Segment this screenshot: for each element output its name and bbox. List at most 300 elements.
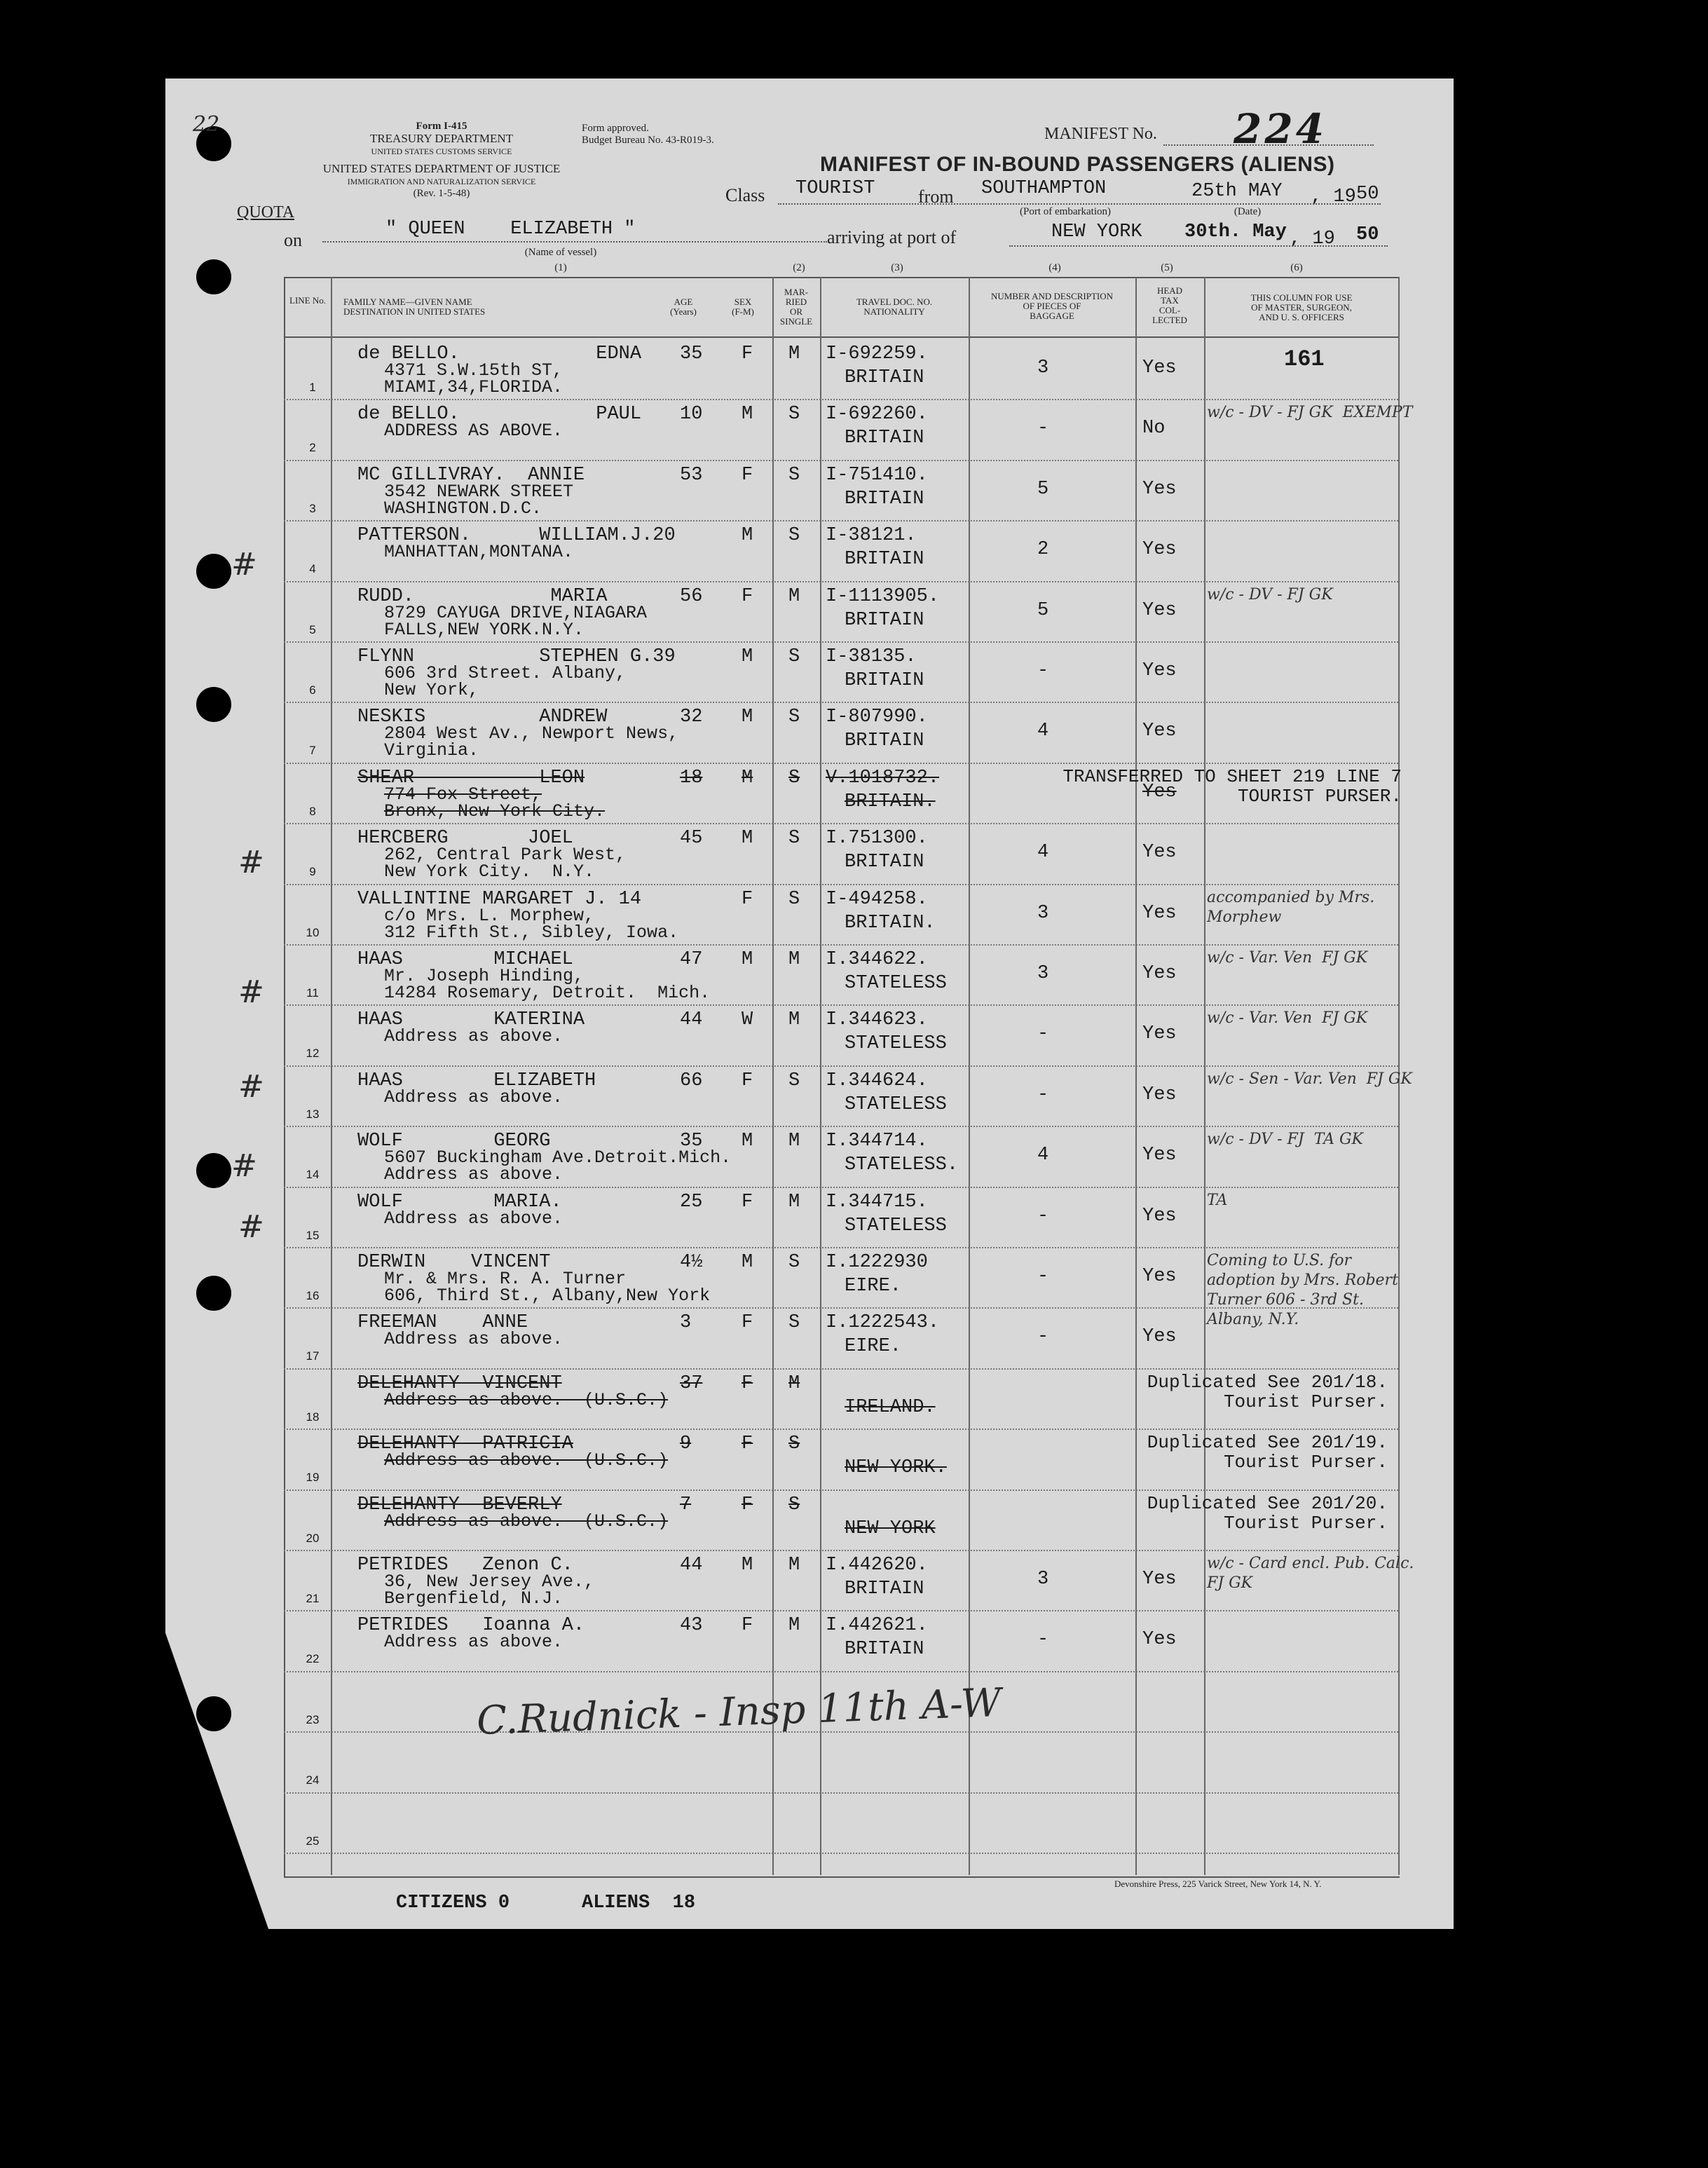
row-doc: I.1222543. <box>826 1312 940 1334</box>
row-tax: No <box>1142 418 1166 439</box>
row-bag: - <box>1037 1266 1049 1287</box>
row-dest: c/o Mrs. L. Morphew, 312 Fifth St., Sibley, Iowa. <box>384 905 679 943</box>
row-note: TA <box>1207 1191 1228 1209</box>
row-sex: F <box>742 1191 753 1213</box>
embark-port: SOUTHAMPTON <box>981 178 1107 199</box>
row-name: WOLF MARIA. <box>357 1191 562 1213</box>
row-doc: I-38121. <box>826 525 917 547</box>
row-ms: S <box>788 888 800 910</box>
row-rule <box>284 460 1398 462</box>
row-no: 3 <box>309 501 316 515</box>
row-name: DERWIN VINCENT <box>357 1252 551 1273</box>
row-name: PETRIDES Zenon C. <box>357 1555 573 1576</box>
row-dest: Address as above. <box>384 1329 563 1350</box>
row-rule <box>284 1187 1398 1189</box>
row-rule <box>284 944 1398 946</box>
row-tax: Yes <box>1142 963 1177 984</box>
row-nat: BRITAIN <box>845 428 924 449</box>
row-no: 25 <box>306 1834 320 1848</box>
row-tax: Yes <box>1142 1266 1177 1287</box>
row-ms: S <box>788 1312 800 1334</box>
row-name: PETRIDES Ioanna A. <box>357 1615 585 1637</box>
row-tax: Yes <box>1142 842 1177 864</box>
row-dest: 8729 CAYUGA DRIVE,NIAGARA FALLS,NEW YORK.N.Y. <box>384 602 648 640</box>
row-dest: MANHATTAN,MONTANA. <box>384 542 574 563</box>
row-rule <box>284 520 1398 522</box>
row-no: 10 <box>306 925 320 939</box>
margin-mark-hash: # <box>238 974 264 1010</box>
col-header-head-tax: HEAD TAX COL- LECTED <box>1152 285 1187 325</box>
vessel-caption: (Name of vessel) <box>524 247 597 258</box>
row-name: DELEHANTY VINCENT <box>357 1372 562 1394</box>
row-no: 18 <box>306 1410 320 1424</box>
ins: IMMIGRATION AND NATURALIZATION SERVICE <box>347 177 536 186</box>
col-number-6: (6) <box>1290 262 1303 273</box>
row-name: WOLF GEORG <box>357 1131 551 1152</box>
row-nat: STATELESS <box>845 973 947 994</box>
row-bag: 2 <box>1037 539 1049 561</box>
row-rule <box>284 1610 1398 1612</box>
row-name: DELEHANTY PATRICIA <box>357 1433 573 1455</box>
row-doc: I-494258. <box>826 888 928 910</box>
row-doc: I-38135. <box>826 646 917 667</box>
row-doc: I.344622. <box>826 949 928 970</box>
row-sex: F <box>742 1494 753 1515</box>
row-rule <box>284 1368 1398 1370</box>
row-doc: I-807990. <box>826 707 928 728</box>
row-age: 43 <box>680 1615 703 1637</box>
row-rule <box>284 1247 1398 1249</box>
row-ms: M <box>788 1191 800 1213</box>
row-no: 9 <box>309 865 316 879</box>
row-bag: 5 <box>1037 599 1049 621</box>
row-dest: Address as above. (U.S.C.) <box>384 1511 669 1532</box>
row-bag: - <box>1037 418 1049 439</box>
row-no: 1 <box>309 381 316 394</box>
row-ms: S <box>788 828 800 850</box>
row-doc: I.751300. <box>826 828 928 850</box>
col-rule <box>1135 277 1137 1875</box>
customs-service: UNITED STATES CUSTOMS SERVICE <box>371 146 512 156</box>
row-no: 14 <box>306 1168 320 1182</box>
row-rule <box>284 641 1398 643</box>
date-caption: (Date) <box>1234 206 1262 217</box>
arriving-label: arriving at port of <box>827 227 957 247</box>
row-rule <box>284 702 1398 704</box>
row-dest: 3542 NEWARK STREET WASHINGTON.D.C. <box>384 481 574 519</box>
row-note: Duplicated See 201/19. Tourist Purser. <box>1147 1432 1388 1473</box>
row-age: 10 <box>680 404 703 425</box>
row-rule <box>284 581 1398 583</box>
col-header-age: AGE (Years) <box>670 296 697 317</box>
row-tax: Yes <box>1142 599 1177 621</box>
row-dest: Address as above. <box>384 1208 563 1229</box>
row-sex: F <box>742 1312 753 1334</box>
row-bag: 3 <box>1037 357 1049 379</box>
arrival-year-prefix: , 19 <box>1290 229 1335 250</box>
row-sex: F <box>742 1615 753 1637</box>
row-name: HAAS KATERINA <box>357 1009 585 1031</box>
manifest-no-label: MANIFEST No. <box>1044 125 1157 143</box>
budget-bureau: Budget Bureau No. 43-R019-3. <box>582 135 714 146</box>
class-value: TOURIST <box>795 178 875 199</box>
row-ms: S <box>788 767 800 789</box>
row-name: HERCBERG JOEL <box>357 828 573 850</box>
col-header-officers: THIS COLUMN FOR USE OF MASTER, SURGEON, AND U. S. OFFICERS <box>1250 292 1353 322</box>
row-nat: NEW YORK. <box>845 1457 947 1479</box>
row-tax: Yes <box>1142 721 1177 742</box>
row-nat: EIRE. <box>845 1276 902 1297</box>
col-header-married: MAR- RIED OR SINGLE <box>779 287 813 327</box>
row-ms: M <box>788 343 800 364</box>
row-name: FREEMAN ANNE <box>357 1312 528 1334</box>
row-no: 21 <box>306 1592 320 1605</box>
arrival-line <box>1009 245 1388 247</box>
punch-hole <box>196 259 231 294</box>
table-header-rule <box>284 336 1398 338</box>
row-ms: M <box>788 585 800 607</box>
row-nat: BRITAIN <box>845 670 924 691</box>
row-bag: 3 <box>1037 902 1049 924</box>
row-bag: 4 <box>1037 721 1049 742</box>
row-nat: STATELESS. <box>845 1154 959 1176</box>
col-rule <box>969 277 970 1875</box>
row-bag: 4 <box>1037 1145 1049 1166</box>
row-age: 3 <box>680 1312 692 1334</box>
row-no: 13 <box>306 1107 320 1121</box>
row-nat: BRITAIN. <box>845 791 936 812</box>
row-age: 35 <box>680 343 703 364</box>
row-no: 22 <box>306 1652 320 1666</box>
justice-dept: UNITED STATES DEPARTMENT OF JUSTICE <box>322 162 561 175</box>
col-header-sex: SEX (F-M) <box>732 296 754 317</box>
row-note: accompanied by Mrs. Morphew <box>1207 888 1380 926</box>
row-doc: I.344623. <box>826 1009 928 1031</box>
row-note: w/c - Var. Ven FJ GK <box>1207 949 1368 967</box>
embark-year-prefix: , 19 <box>1311 186 1356 207</box>
form-number: Form I-415 <box>416 121 467 132</box>
row-name: de BELLO. PAUL <box>357 404 642 425</box>
row-nat: STATELESS <box>845 1093 947 1115</box>
row-ms: M <box>788 1615 800 1637</box>
inspector-signature: C.Rudnick - Insp 11th A-W <box>476 1679 1002 1745</box>
row-rule <box>284 1731 1398 1733</box>
row-note: Coming to U.S. for adoption by Mrs. Robert Turner 606 - 3rd St. Albany, N.Y. <box>1207 1252 1403 1328</box>
margin-mark-hash: # <box>238 1209 264 1245</box>
row-nat: BRITAIN <box>845 852 924 873</box>
row-ms: S <box>788 1494 800 1515</box>
row-no: 12 <box>306 1046 320 1061</box>
row-dest: 606 3rd Street. Albany, New York, <box>384 663 627 700</box>
row-name: DELEHANTY BEVERLY <box>357 1494 562 1515</box>
col-rule <box>331 277 332 1875</box>
row-sex: F <box>742 585 753 607</box>
row-note: Duplicated See 201/18. Tourist Purser. <box>1147 1371 1388 1412</box>
row-bag: - <box>1037 1023 1049 1045</box>
row-nat: STATELESS <box>845 1215 947 1236</box>
row-dest: 5607 Buckingham Ave.Detroit.Mich. Address as above. <box>384 1147 732 1185</box>
row-sex: M <box>742 525 753 547</box>
row-age: 44 <box>680 1555 703 1576</box>
margin-mark: 22 <box>193 112 220 137</box>
row-rule <box>284 1792 1398 1794</box>
arrival-port: NEW YORK <box>1051 221 1142 243</box>
row-dest: Mr. Joseph Hinding, 14284 Rosemary, Detroit. Mich. <box>384 966 711 1003</box>
row-dest: 262, Central Park West, New York City. N.Y. <box>384 845 627 882</box>
row-nat: NEW YORK <box>845 1518 936 1539</box>
row-no: 5 <box>309 622 316 636</box>
margin-mark-hash: # <box>231 1148 257 1184</box>
row-doc: I.442621. <box>826 1615 928 1637</box>
row-ms: S <box>788 525 800 547</box>
row-tax: Yes <box>1142 902 1177 924</box>
row-sex: F <box>742 464 753 486</box>
row-rule <box>284 399 1398 401</box>
row-no: 11 <box>306 986 319 1000</box>
row-nat: BRITAIN <box>845 488 924 510</box>
col-rule <box>1204 277 1205 1875</box>
row-tax: Yes <box>1142 478 1177 500</box>
row-ms: M <box>788 949 800 970</box>
row-age: 32 <box>680 707 703 728</box>
row-note: w/c - Card encl. Pub. Calc. FJ GK <box>1207 1555 1419 1592</box>
row-dest: ADDRESS AS ABOVE. <box>384 421 563 442</box>
row-no: 2 <box>309 441 316 455</box>
col-header-name: FAMILY NAME—GIVEN NAME DESTINATION IN UNITED STATES <box>343 296 486 317</box>
row-doc: I-692260. <box>826 404 928 425</box>
row-no: 4 <box>309 562 316 576</box>
row-doc: I.344624. <box>826 1070 928 1091</box>
row-nat: IRELAND. <box>845 1396 936 1418</box>
row-note: w/c - DV - FJ GK <box>1207 585 1333 604</box>
row-tax: Yes <box>1142 1145 1177 1166</box>
page-title: MANIFEST OF IN-BOUND PASSENGERS (ALIENS) <box>820 153 1335 176</box>
arrival-date: 30th. May <box>1184 221 1287 243</box>
row-no: 7 <box>309 744 316 758</box>
arrival-year: 50 <box>1356 224 1379 245</box>
printer-line: Devonshire Press, 225 Varick Street, New York 14, N. Y. <box>1114 1879 1322 1889</box>
row-note: TRANSFERRED TO SHEET 219 LINE 7 TOURIST PURSER. <box>1063 765 1402 807</box>
row-no: 8 <box>309 804 316 818</box>
row-dest: Mr. & Mrs. R. A. Turner 606, Third St., Albany,New York <box>384 1269 711 1306</box>
row-note: w/c - Sen - Var. Ven FJ GK <box>1207 1070 1412 1088</box>
row-nat: BRITAIN <box>845 1639 924 1661</box>
row-age: 56 <box>680 585 703 607</box>
row-name: NESKIS ANDREW <box>357 707 608 728</box>
row-dest: 2804 West Av., Newport News, Virginia. <box>384 723 679 761</box>
row-sex: W <box>742 1009 753 1031</box>
row-age: 7 <box>680 1494 692 1515</box>
row-nat: BRITAIN <box>845 367 924 388</box>
punch-hole <box>196 1153 231 1188</box>
row-tax: Yes <box>1142 781 1177 803</box>
row-bag: - <box>1037 1084 1049 1105</box>
margin-mark-hash: # <box>231 547 257 582</box>
row-tax: Yes <box>1142 539 1177 561</box>
row-sex: M <box>742 646 753 667</box>
row-note: Duplicated See 201/20. Tourist Purser. <box>1147 1492 1388 1534</box>
row-age: 47 <box>680 949 703 970</box>
revision: (Rev. 1-5-48) <box>413 188 470 199</box>
row-ms: S <box>788 646 800 667</box>
row-note: w/c - DV - FJ GK EXEMPT <box>1207 404 1413 422</box>
row-rule <box>284 1126 1398 1128</box>
row-age: 9 <box>680 1433 692 1455</box>
row-sex: F <box>742 343 753 364</box>
row-age: 44 <box>680 1009 703 1031</box>
row-name: VALLINTINE MARGARET J. 14 <box>357 888 642 910</box>
row-note: w/c - DV - FJ TA GK <box>1207 1131 1363 1149</box>
row-no: 6 <box>309 683 316 697</box>
row-ms: M <box>788 1555 800 1576</box>
col-header-travel-doc: TRAVEL DOC. NO. NATIONALITY <box>856 296 933 317</box>
col-number-1: (1) <box>554 262 567 273</box>
row-no: 20 <box>306 1531 320 1545</box>
class-label: Class <box>725 185 765 205</box>
col-number-3: (3) <box>891 262 903 273</box>
embark-date: 25th MAY <box>1191 181 1283 202</box>
row-dest: 774 Fox Street, Bronx, New York City. <box>384 784 606 821</box>
col-number-5: (5) <box>1161 262 1173 273</box>
row-rule <box>284 763 1398 765</box>
row-name: MC GILLIVRAY. ANNIE <box>357 464 585 486</box>
row-nat: BRITAIN <box>845 549 924 571</box>
row-name: HAAS MICHAEL <box>357 949 573 970</box>
row-ms: S <box>788 1252 800 1273</box>
row-doc: I.442620. <box>826 1555 928 1576</box>
row-age: 37 <box>680 1372 703 1394</box>
row-age: 35 <box>680 1131 703 1152</box>
row-sex: M <box>742 828 753 850</box>
row-doc: I.344714. <box>826 1131 928 1152</box>
row-tax: Yes <box>1142 1569 1177 1590</box>
row-rule <box>284 1429 1398 1431</box>
row-ms: S <box>788 1433 800 1455</box>
row-ms: S <box>788 404 800 425</box>
row-age: 18 <box>680 767 703 789</box>
row-dest: Address as above. <box>384 1086 563 1107</box>
row-name: PATTERSON. WILLIAM.J.20 <box>357 525 676 547</box>
row-rule <box>284 1489 1398 1492</box>
row-ms: M <box>788 1372 800 1394</box>
row-dest: Address as above. (U.S.C.) <box>384 1389 669 1410</box>
row-doc: I.344715. <box>826 1191 928 1213</box>
port-embark-caption: (Port of embarkation) <box>1020 206 1111 217</box>
row-note: w/c - Var. Ven FJ GK <box>1207 1009 1368 1028</box>
row-no: 17 <box>306 1349 320 1363</box>
row-rule <box>284 884 1398 886</box>
row-nat: BRITAIN <box>845 730 924 752</box>
row-sex: M <box>742 707 753 728</box>
row-bag: - <box>1037 660 1049 681</box>
row-nat: STATELESS <box>845 1033 947 1055</box>
row-sex: M <box>742 1555 753 1576</box>
row-bag: - <box>1037 1326 1049 1348</box>
punch-hole <box>196 1276 231 1311</box>
row-age: 66 <box>680 1070 703 1091</box>
row-tax: Yes <box>1142 1326 1177 1348</box>
row-ms: S <box>788 1070 800 1091</box>
row-nat: EIRE. <box>845 1336 902 1358</box>
row-ms: M <box>788 1009 800 1031</box>
row-sex: M <box>742 1252 753 1273</box>
row-age: 4½ <box>680 1252 703 1273</box>
row-rule <box>284 1853 1398 1855</box>
row-sex: F <box>742 1070 753 1091</box>
row-age: 53 <box>680 464 703 486</box>
punch-hole <box>196 687 231 722</box>
col-header-line: LINE No. <box>289 295 326 306</box>
punch-hole <box>196 1822 231 1857</box>
row-tax: Yes <box>1142 1205 1177 1227</box>
row-bag: 3 <box>1037 1569 1049 1590</box>
class-line <box>778 203 1381 205</box>
row-tax: Yes <box>1142 1629 1177 1651</box>
punch-hole <box>196 554 231 589</box>
row-name: SHEAR LEON <box>357 767 585 789</box>
row-no: 15 <box>306 1228 320 1242</box>
embark-year: 50 <box>1356 184 1379 205</box>
row-nat: BRITAIN <box>845 609 924 631</box>
manifest-number: 224 <box>1234 105 1327 153</box>
row-doc: I-1113905. <box>826 585 940 607</box>
row-tax: Yes <box>1142 1084 1177 1105</box>
row-dest: 36, New Jersey Ave., Bergenfield, N.J. <box>384 1572 595 1609</box>
row-doc: I-751410. <box>826 464 928 486</box>
row-sex: F <box>742 1433 753 1455</box>
col-rule <box>820 277 821 1875</box>
row-sex: M <box>742 949 753 970</box>
on-label: on <box>284 230 302 250</box>
row-name: de BELLO. EDNA <box>357 343 642 364</box>
stamp-number: 161 <box>1284 346 1325 372</box>
punch-hole <box>196 1696 231 1731</box>
row-sex: M <box>742 404 753 425</box>
row-tax: Yes <box>1142 1023 1177 1045</box>
row-rule <box>284 823 1398 825</box>
margin-mark-hash: # <box>238 1069 264 1105</box>
row-age: 25 <box>680 1191 703 1213</box>
row-sex: M <box>742 767 753 789</box>
row-nat: BRITAIN <box>845 1579 924 1600</box>
row-no: 24 <box>306 1773 320 1787</box>
col-number-2: (2) <box>793 262 805 273</box>
row-bag: - <box>1037 1205 1049 1227</box>
row-ms: M <box>788 1131 800 1152</box>
row-doc: V.1018732. <box>826 767 940 789</box>
vessel-name: " QUEEN ELIZABETH " <box>385 219 636 240</box>
row-ms: S <box>788 707 800 728</box>
row-sex: M <box>742 1131 753 1152</box>
row-tax: Yes <box>1142 660 1177 681</box>
row-tax: Yes <box>1142 357 1177 379</box>
from-label: from <box>918 186 954 207</box>
row-sex: F <box>742 888 753 910</box>
citizens-count: CITIZENS 0 <box>396 1893 510 1914</box>
row-dest: Address as above. <box>384 1632 563 1653</box>
quota-label: QUOTA <box>237 203 295 221</box>
row-doc: I-692259. <box>826 343 928 364</box>
row-dest: Address as above. <box>384 1026 563 1047</box>
row-bag: 5 <box>1037 478 1049 500</box>
row-bag: 3 <box>1037 963 1049 984</box>
row-nat: BRITAIN. <box>845 912 936 934</box>
aliens-count: ALIENS 18 <box>582 1893 696 1914</box>
row-rule <box>284 1065 1398 1068</box>
form-approved: Form approved. <box>582 123 649 134</box>
row-doc: I.1222930 <box>826 1252 928 1273</box>
row-age: 45 <box>680 828 703 850</box>
